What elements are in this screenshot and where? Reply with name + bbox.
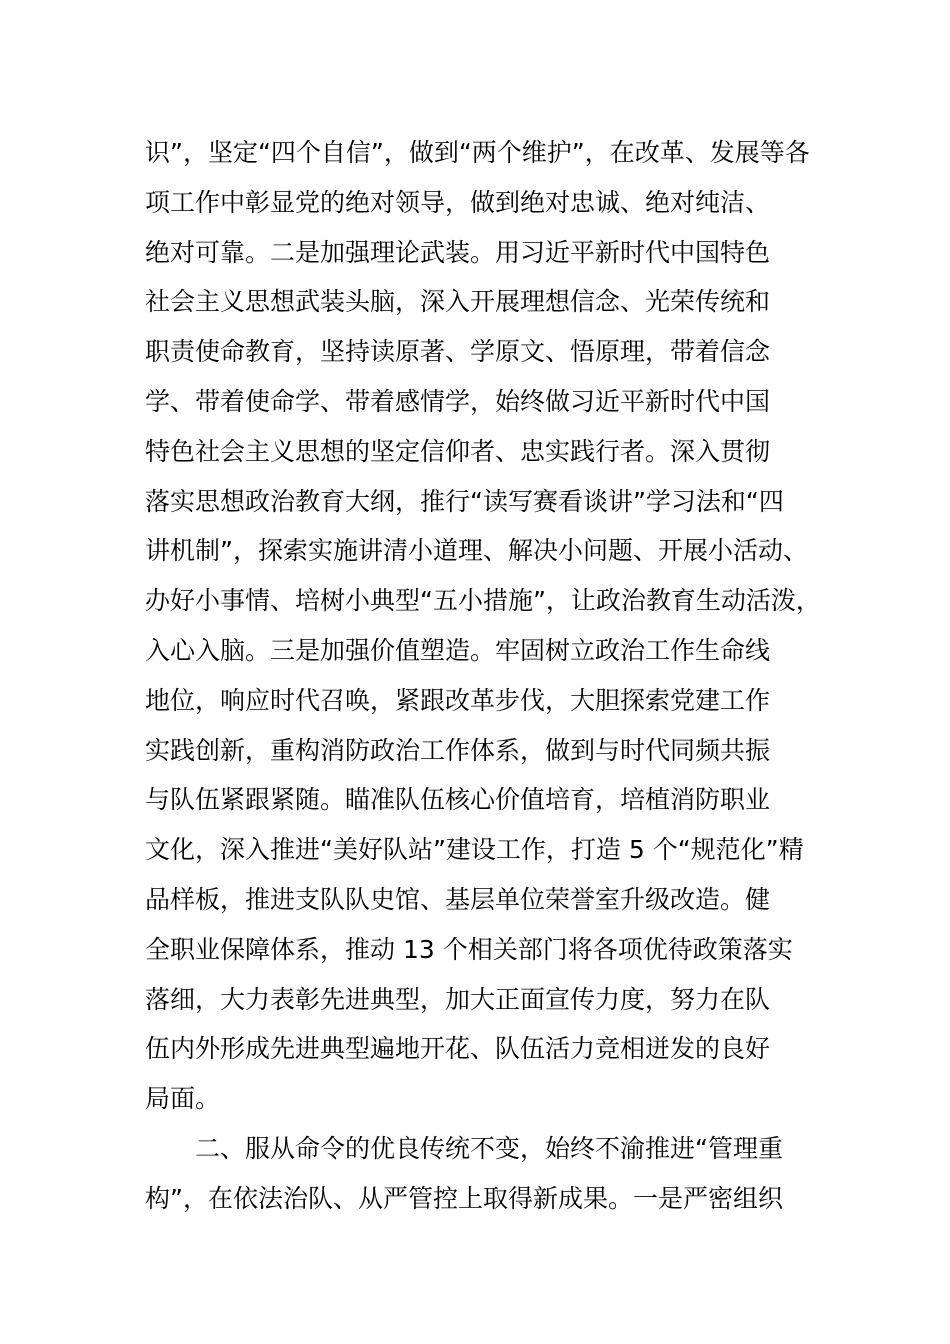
paragraph-2 — [145, 1124, 845, 1224]
text-line: 识”，坚定“四个自信”，做到“两个维护”，在改革、发展等各 — [145, 138, 810, 167]
text-line: 二、服从命令的优良传统不变，始终不渝推进“管理重 — [195, 1133, 783, 1163]
text-line: 与队伍紧跟紧随。瞄准队伍核心价值培育，培植消防职业 — [145, 785, 771, 815]
text-line: 伍内外形成先进典型遍地开花、队伍活力竞相迸发的良好 — [145, 1034, 771, 1064]
text-line: 特色社会主义思想的坚定信仰者、忠实践行者。深入贯彻 — [145, 436, 771, 466]
text-line: 地位，响应时代召唤，紧跟改革步伐，大胆探索党建工作 — [145, 685, 771, 715]
paragraph-1 — [145, 128, 845, 1124]
text-line: 落实思想政治教育大纲，推行“读写赛看谈讲”学习法和“四 — [145, 486, 784, 516]
text-line: 学、带着使命学、带着感情学，始终做习近平新时代中国 — [145, 386, 771, 416]
text-line: 绝对可靠。二是加强理论武装。用习近平新时代中国特色 — [145, 237, 771, 267]
text-line: 职责使命教育，坚持读原著、学原文、悟原理，带着信念 — [145, 337, 771, 367]
text-line: 构”，在依法治队、从严管控上取得新成果。一是严密组织 — [145, 1183, 783, 1213]
text-line: 实践创新，重构消防政治工作体系，做到与时代同频共振 — [145, 735, 771, 765]
text-line: 局面。 — [145, 1084, 221, 1114]
text-line: 办好小事情、培树小典型“五小措施”，让政治教育生动活泼， — [145, 586, 821, 616]
text-line: 文化，深入推进“美好队站”建设工作，打造 5 个“规范化”精 — [145, 835, 804, 865]
text-line: 项工作中彰显党的绝对领导，做到绝对忠诚、绝对纯洁、 — [145, 187, 771, 217]
text-line: 社会主义思想武装头脑，深入开展理想信念、光荣传统和 — [145, 287, 771, 317]
text-line: 落细，大力表彰先进典型，加大正面宣传力度，努力在队 — [145, 984, 771, 1014]
text-line: 品样板，推进支队队史馆、基层单位荣誉室升级改造。健 — [145, 884, 771, 914]
document-body — [145, 128, 845, 1224]
text-line: 讲机制”，探索实施讲清小道理、解决小问题、开展小活动、 — [145, 536, 808, 566]
text-line: 入心入脑。三是加强价值塑造。牢固树立政治工作生命线 — [145, 635, 771, 665]
text-line: 全职业保障体系，推动 13 个相关部门将各项优待政策落实 — [145, 934, 793, 964]
